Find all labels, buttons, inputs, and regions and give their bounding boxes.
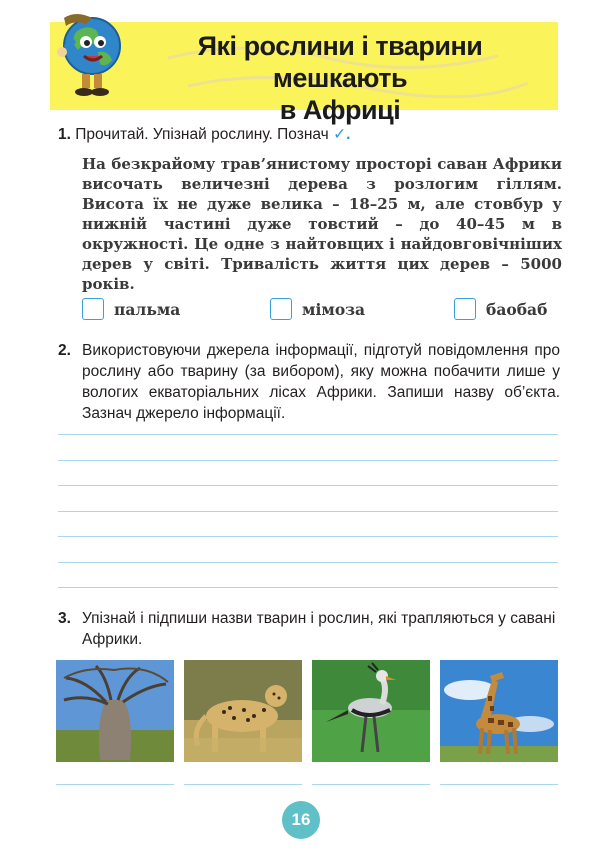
page-title-line-1: Які рослини і тварини мешкають bbox=[197, 31, 483, 93]
caption-line-1[interactable] bbox=[56, 784, 174, 785]
check-mark-icon: ✓. bbox=[333, 126, 351, 143]
caption-line-4[interactable] bbox=[440, 784, 558, 785]
page-title-line-2: в Африці bbox=[279, 95, 401, 125]
task-2-number: 2. bbox=[58, 342, 71, 359]
page-title bbox=[150, 30, 530, 126]
paragraph-text: На безкрайому трав’янистому просторі саван Африки височать величезні дерева з розлогим гіллям. Висота їх не дуже велика – 18–25 м, але стовбур у нижній частині дуже товстий – до 40–45 м в окружності. Це одне з найтовщих і найдовговічніших дерев у світі. Тривалість життя цих дерев – 5000 років. bbox=[82, 155, 562, 293]
checkbox-palm[interactable] bbox=[82, 298, 104, 320]
photo-baobab bbox=[56, 660, 174, 762]
photo-row bbox=[56, 660, 558, 762]
task-3-instruction bbox=[58, 608, 560, 650]
option-label-palm: пальма bbox=[114, 299, 181, 319]
caption-line-2[interactable] bbox=[184, 784, 302, 785]
photo-cheetah bbox=[184, 660, 302, 762]
task-2-writing-lines[interactable] bbox=[58, 434, 558, 613]
task-1-text: Прочитай. Упізнай рослину. Познач bbox=[75, 126, 329, 143]
task-3-text: Упізнай і підпиши назви тварин і рослин, які трапляються у савані Африки. bbox=[82, 610, 556, 648]
option-label-baobab: баобаб bbox=[486, 299, 548, 319]
caption-line-3[interactable] bbox=[312, 784, 430, 785]
checkbox-mimosa[interactable] bbox=[270, 298, 292, 320]
task-2-instruction bbox=[58, 340, 560, 424]
page-number-badge: 16 bbox=[282, 801, 320, 839]
task-3-number: 3. bbox=[58, 610, 71, 627]
option-label-mimosa: мімоза bbox=[302, 299, 366, 319]
photo-secretary-bird bbox=[312, 660, 430, 762]
answer-options bbox=[82, 298, 562, 324]
option-baobab[interactable] bbox=[454, 298, 547, 320]
photo-caption-lines bbox=[56, 784, 558, 786]
task-1-paragraph bbox=[82, 154, 562, 294]
option-mimosa[interactable] bbox=[270, 298, 365, 320]
task-1-instruction bbox=[58, 124, 350, 145]
globe-mascot-icon bbox=[56, 12, 126, 98]
option-palm[interactable] bbox=[82, 298, 180, 320]
task-2-text: Використовуючи джерела інформації, підготуй повідомлення про рослину або тварину (за вибором), яку можна побачити лише у вологих екваторіальних лісах Африки. Запиши назву об’єкта. Зазнач джерело інформації. bbox=[82, 342, 560, 422]
checkbox-baobab[interactable] bbox=[454, 298, 476, 320]
task-1-number: 1. bbox=[58, 126, 71, 143]
photo-giraffe bbox=[440, 660, 558, 762]
